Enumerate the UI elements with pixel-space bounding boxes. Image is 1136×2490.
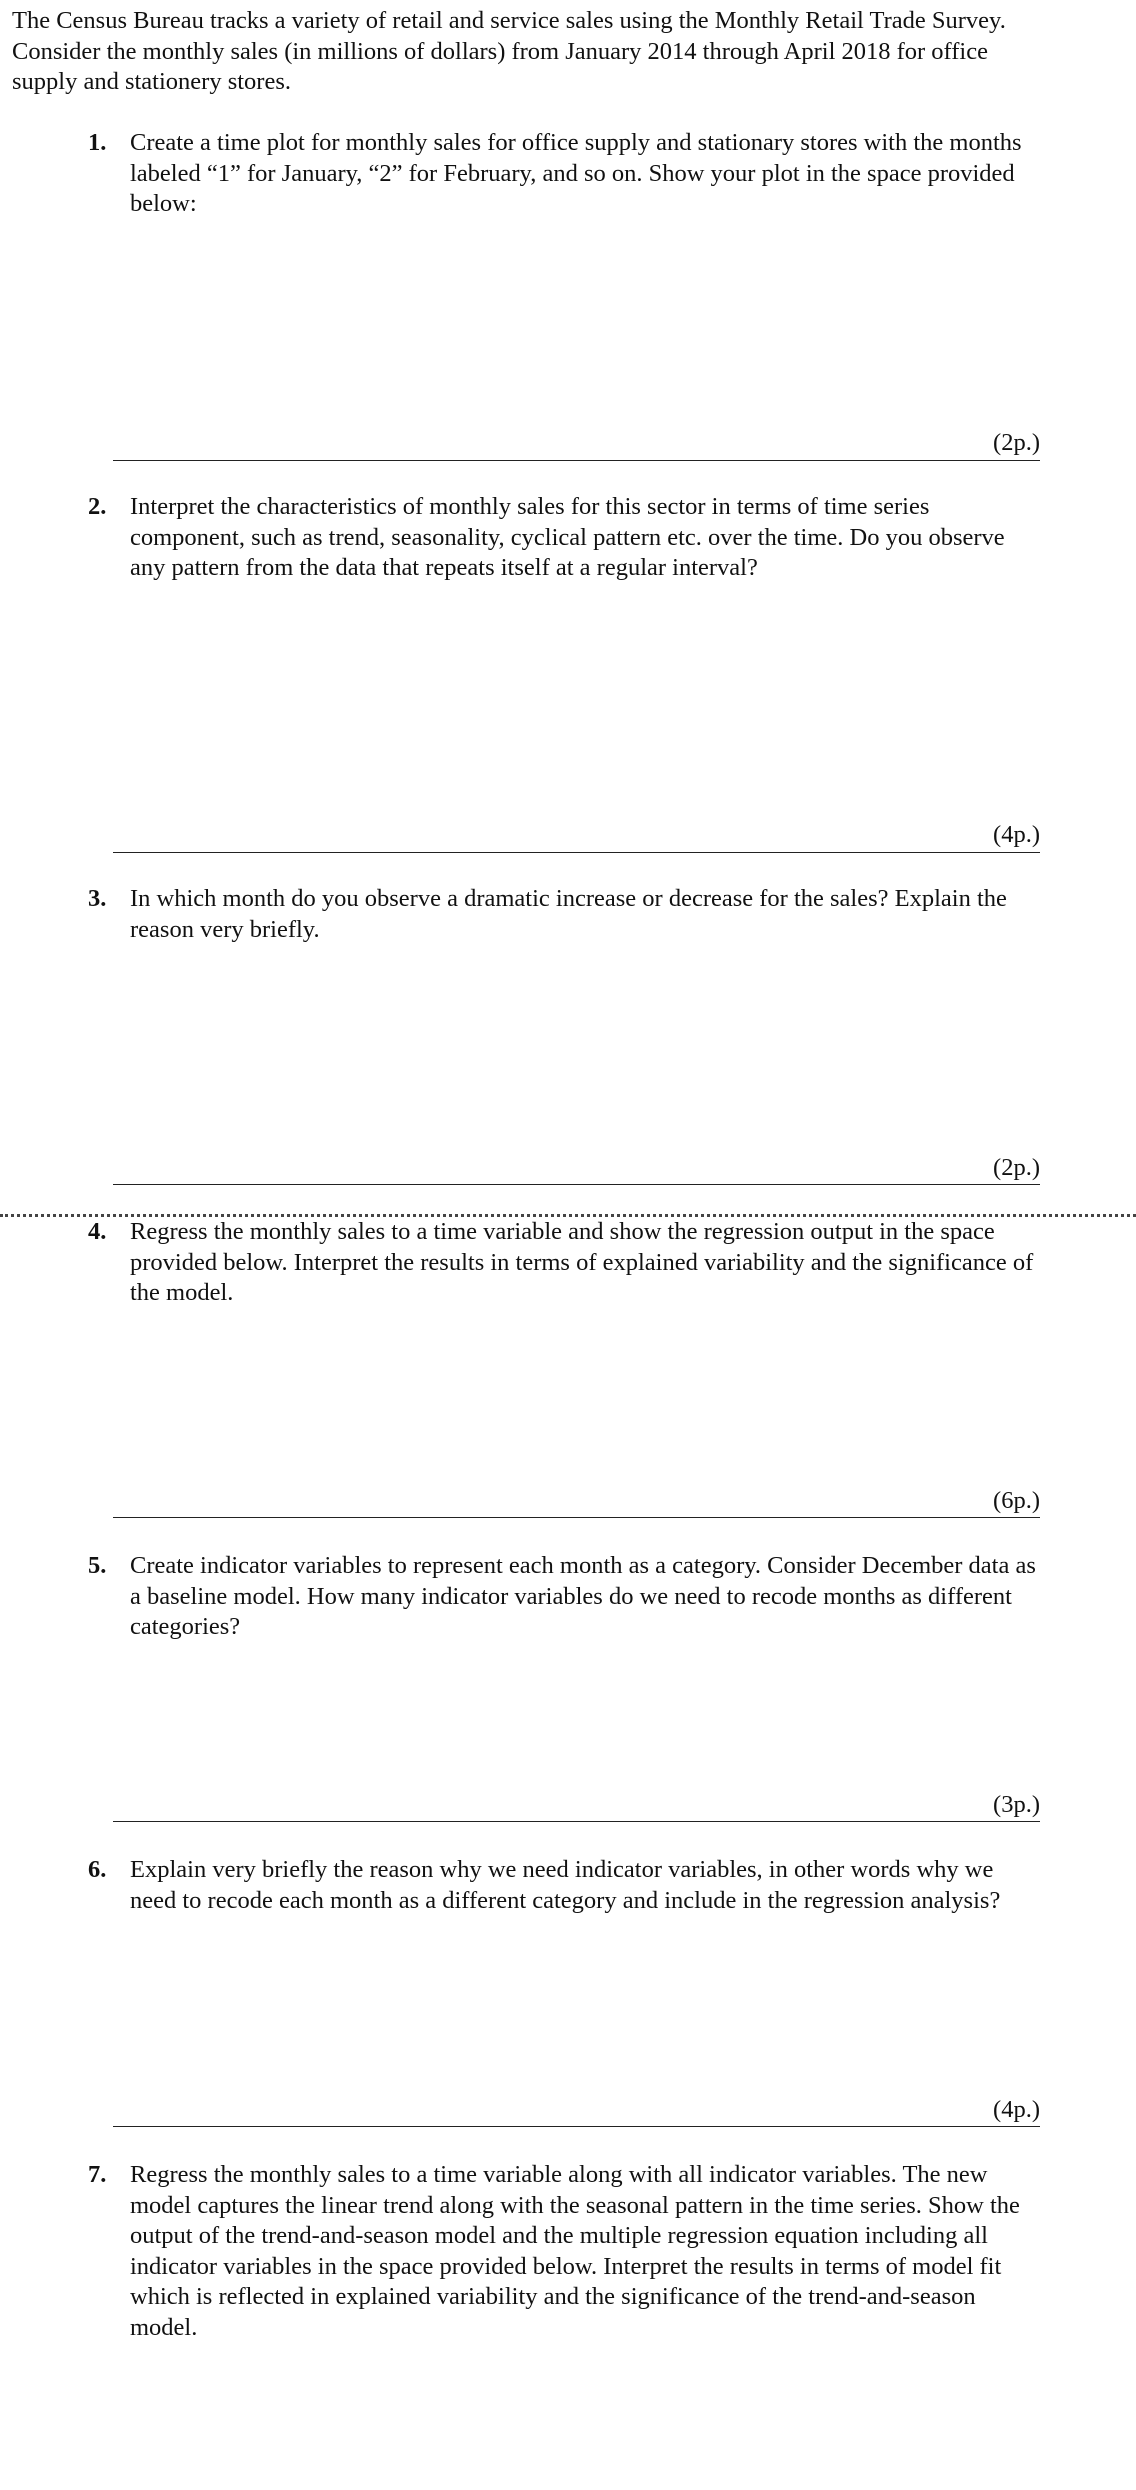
question-2-number: 2. bbox=[88, 493, 107, 520]
question-3 bbox=[88, 884, 1043, 945]
question-5-number: 5. bbox=[88, 1552, 107, 1579]
question-3-number: 3. bbox=[88, 885, 107, 912]
intro-paragraph: The Census Bureau tracks a variety of retail and service sales using the Monthly Retail Trade Survey. Consider the monthly sales (in millions of dollars) from January 2014 through April 2018 for office supply and stationery stores. bbox=[12, 7, 1006, 95]
question-1 bbox=[88, 128, 1043, 220]
question-4-number: 4. bbox=[88, 1218, 107, 1245]
question-1-number: 1. bbox=[88, 129, 107, 156]
question-5-text: Create indicator variables to represent each month as a category. Consider December data as a baseline model. How many indicator variables do we need to recode months as different categories? bbox=[130, 1552, 1036, 1640]
question-2-points: (4p.) bbox=[993, 821, 1040, 848]
question-2 bbox=[88, 492, 1043, 584]
question-1-points: (2p.) bbox=[993, 429, 1040, 456]
question-6 bbox=[88, 1855, 1043, 1916]
question-4-text: Regress the monthly sales to a time variable and show the regression output in the space provided below. Interpret the results in terms of explained variability and the significance of the model. bbox=[130, 1218, 1034, 1306]
question-2-text: Interpret the characteristics of monthly sales for this sector in terms of time series component, such as trend, seasonality, cyclical pattern etc. over the time. Do you observe any pattern from the data that repeats itself at a regular interval? bbox=[130, 493, 1005, 581]
question-7-text: Regress the monthly sales to a time variable along with all indicator variables. The new model captures the linear trend along with the seasonal pattern in the time series. Show the output of the trend-and-season model and the multiple regression equation including all indicator variables in the space provided below. Interpret the results in terms of model fit which is reflected in explained variability and the significance of the trend-and-season model. bbox=[130, 2161, 1020, 2341]
question-4-answer-line bbox=[113, 1517, 1040, 1518]
question-3-points: (2p.) bbox=[993, 1154, 1040, 1181]
question-6-number: 6. bbox=[88, 1856, 107, 1883]
question-5 bbox=[88, 1551, 1043, 1643]
question-7-number: 7. bbox=[88, 2161, 107, 2188]
question-2-answer-line bbox=[113, 852, 1040, 853]
question-6-points: (4p.) bbox=[993, 2096, 1040, 2123]
question-5-answer-line bbox=[113, 1821, 1040, 1822]
question-5-points: (3p.) bbox=[993, 1791, 1040, 1818]
question-1-text: Create a time plot for monthly sales for office supply and stationary stores with the months labeled “1” for January, “2” for February, and so on. Show your plot in the space provided below: bbox=[130, 129, 1022, 217]
question-1-answer-line bbox=[113, 460, 1040, 461]
question-4 bbox=[88, 1217, 1043, 1309]
question-6-text: Explain very briefly the reason why we need indicator variables, in other words why we need to recode each month as a different category and include in the regression analysis? bbox=[130, 1856, 1001, 1914]
question-3-answer-line bbox=[113, 1184, 1040, 1185]
question-7 bbox=[88, 2160, 1043, 2343]
question-4-points: (6p.) bbox=[993, 1487, 1040, 1514]
question-6-answer-line bbox=[113, 2126, 1040, 2127]
question-3-text: In which month do you observe a dramatic increase or decrease for the sales? Explain the reason very briefly. bbox=[130, 885, 1007, 943]
